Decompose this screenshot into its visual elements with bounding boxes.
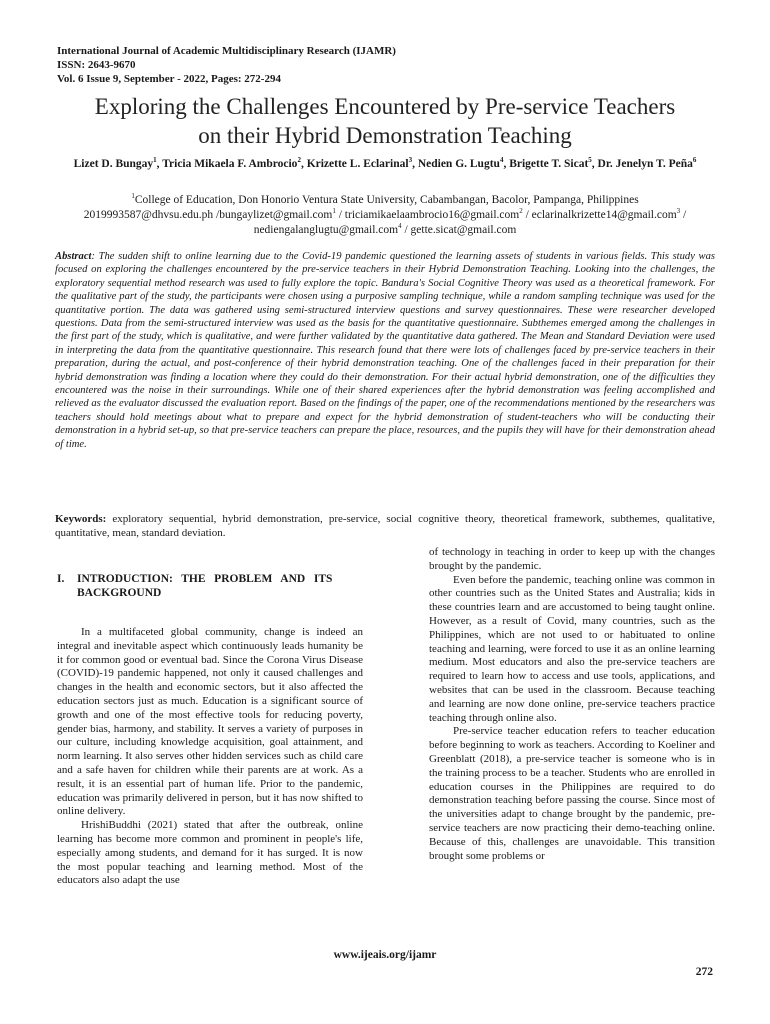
affiliation-block — [40, 193, 730, 238]
author-4-sup: 4 — [499, 156, 504, 165]
right-paragraph-1: of technology in teaching in order to keep up with the changes brought by the pandemic. — [429, 546, 715, 572]
author-5: , Brigette T. Sicat — [503, 158, 589, 170]
author-4: , Nedien G. Lugtu — [412, 158, 500, 170]
author-3: , Krizette L. Eclarinal — [300, 158, 409, 170]
author-6-sup: 6 — [692, 156, 697, 165]
section-title-line-1: INTRODUCTION: THE PROBLEM AND ITS — [77, 573, 333, 585]
author-1-sup: 1 — [153, 156, 157, 165]
author-6: , Dr. Jenelyn T. Peña — [591, 158, 693, 170]
keywords-label: Keywords: — [55, 513, 107, 525]
email-2: / triciamikaelaambrocio16@gmail.com — [335, 209, 520, 221]
journal-name: International Journal of Academic Multidisciplinary Research (IJAMR) — [57, 45, 396, 57]
email-3-tail: / — [680, 209, 687, 221]
author-list — [50, 157, 720, 172]
section-title-line-2: BACKGROUND — [77, 587, 162, 599]
email-5: / gette.sicat@gmail.com — [404, 224, 517, 236]
right-paragraph-2: Even before the pandemic, teaching online was common in other countries such as the United States and Australia; kids in these countries learn and are accustomed to being taught online. However, as a result of Covid, many countries, such as the Philippines, which are not used to or habituated to online teaching and learning, were forced to use it as an online learning medium. Most educators and also the pre-service teachers are required to learn how to access and use tools, applications, and websites that can be used in the classroom. Because teaching and learning are now done online, pre-service teachers practice teaching through online also. — [429, 573, 715, 724]
author-2: , Tricia Mikaela F. Ambrocio — [156, 158, 298, 170]
email-3-sup: 3 — [676, 207, 681, 216]
section-number: I. — [57, 573, 65, 585]
left-paragraph-1: In a multifaceted global community, change is indeed an integral and inevitable aspect which continuously leads humanity be it for common good or eventual bad. Since the Corona Virus Disease (COVID)-19 pandemic happened, not only it caused challenges and changes in the health and economic sectors, but it also affected the education sectors just as much. Education is a significant source of growth and one of the most effective tools for reducing poverty, gender bias, harmony, and stability. It serves a variety of purposes in our culture, including knowledge acquisition, goal attainment, and norm learning. It also serves other hidden services such as child care and a safe haven for children while their parents are at work. As a result, it is an essential part of human life. Prior to the pandemic, education was primarily delivered in person, but it has now shifted to online delivery. — [57, 626, 363, 818]
right-paragraph-3: Pre-service teacher education refers to teacher education before beginning to work as teachers. According to Koeliner and Greenblatt (2018), a pre-service teacher is someone who is in the training process to be a teacher. Students who are enrolled in education courses in the Philippines are required to do demonstration teaching before passing the course. Since most of the universities adapt to change brought by the pandemic, pre-service teachers are now practicing their demo-teaching online. Because of this, challenges are unavoidable. This transition brought some problems or — [429, 725, 715, 862]
email-1-sup: 1 — [332, 207, 336, 216]
email-1: 2019993587@dhvsu.edu.ph /bungaylizet@gmail.com — [83, 209, 333, 221]
footer-url: www.ijeais.org/ijamr — [333, 949, 437, 961]
email-4-sup: 4 — [398, 222, 402, 231]
journal-header — [57, 44, 396, 86]
affiliation-line — [40, 193, 730, 208]
section-heading — [57, 572, 363, 600]
keywords — [55, 512, 715, 540]
author-5-sup: 5 — [588, 156, 592, 165]
author-3-sup: 3 — [408, 156, 413, 165]
author-1: Lizet D. Bungay — [73, 158, 154, 170]
right-column — [429, 546, 715, 863]
paper-title — [40, 92, 730, 150]
email-line-1 — [40, 208, 730, 223]
affiliation-sup: 1 — [131, 192, 135, 201]
page-number: 272 — [695, 966, 713, 978]
journal-issn: ISSN: 2643-9670 — [57, 59, 136, 71]
keywords-text: exploratory sequential, hybrid demonstration, pre-service, social cognitive theory, theoretical framework, subthemes, qualitative, quantitative, mean, standard deviation. — [55, 513, 715, 539]
email-line-2 — [40, 223, 730, 238]
abstract-label: Abstract — [55, 251, 92, 262]
email-2-sup: 2 — [519, 207, 523, 216]
abstract-text: : The sudden shift to online learning due to the Covid-19 pandemic questioned the learning assets of students in various fields. This study was focused on exploring the challenges encountered by the pre-service teachers in their Hybrid Demonstration Teaching. Looking into the challenges, the exploratory sequential method research was used to fully explore the topic. Bandura's Social Cognitive Theory was used as a theoretical framework. For the qualitative part of the study, the participants were chosen using a purposive sampling technique, while a random sampling technique was used for the quantitative portion. The data was gathered using semi-structured interview questions and survey questionnaires. These were researcher developed questions. Data from the semi-structured interview was used as the basis for the quantitative questionnaire. Subthemes emerged among the challenges in the first part of the study, which is qualitative, and were further validated by the quantitative data gathered. The Mean and Standard Deviation were used in interpreting the data from the quantitative questionnaire. This research found that there were lots of challenges faced by pre-service teachers in their preparation, during the actual, and post-conference of their hybrid demonstration teaching. One of the challenges faced in their preparation for their hybrid demonstration was finding a location where they could do their demonstration. For their actual hybrid demonstration, one of the difficulties they encountered was the noise in their surroundings. While one of their shared experiences after the hybrid demonstration was feeling accomplished and relieved as the evaluator discussed the evaluation report. Based on the findings of the paper, one of the recommendations mentioned by the researchers was teachers should hold meetings about what to prepare and expect for the hybrid demonstration of student-teachers who will be conducting their demonstration in a hybrid set-up, so that pre-service teachers can prepare the place, resources, and the pupils they will have for their demonstration ahead of time. — [55, 251, 715, 450]
title-line-2: on their Hybrid Demonstration Teaching — [198, 123, 572, 148]
title-line-1: Exploring the Challenges Encountered by Pre-service Teachers — [94, 94, 676, 119]
affiliation-text: College of Education, Don Honorio Ventura State University, Cabambangan, Bacolor, Pampanga, Philippines — [134, 194, 639, 206]
author-2-sup: 2 — [297, 156, 301, 165]
left-column — [57, 572, 363, 888]
left-paragraph-2: HrishiBuddhi (2021) stated that after the outbreak, online learning has become more common and prominent in people's life, especially among students, and demand for it has surged. It is now the most popular teaching and learning method. Most of the educators also adapt the use — [57, 819, 363, 887]
journal-issue: Vol. 6 Issue 9, September - 2022, Pages: 272-294 — [57, 73, 281, 85]
abstract — [55, 250, 715, 451]
email-3: / eclarinalkrizette14@gmail.com — [522, 209, 677, 221]
email-4: nediengalanglugtu@gmail.com — [253, 224, 399, 236]
